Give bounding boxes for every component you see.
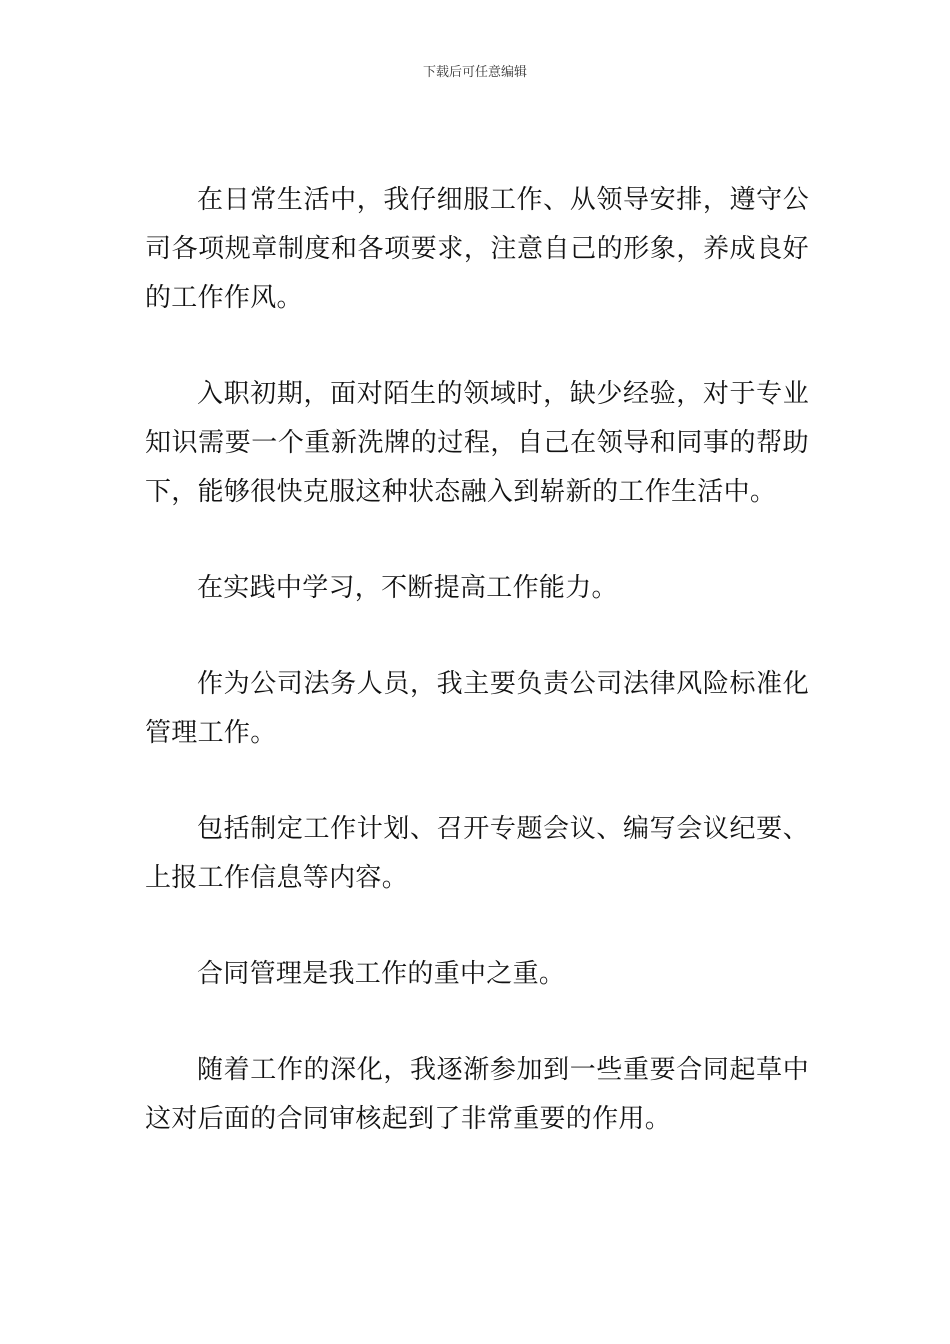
paragraph-4: 作为公司法务人员，我主要负责公司法律风险标准化管理工作。 <box>145 669 809 748</box>
paragraph-3: 在实践中学习，不断提高工作能力。 <box>197 573 618 603</box>
document-body <box>145 176 809 1191</box>
paragraph-6: 合同管理是我工作的重中之重。 <box>197 959 566 989</box>
page-header: 下载后可任意编辑 <box>422 65 527 80</box>
paragraph-5: 包括制定工作计划、召开专题会议、编写会议纪要、上报工作信息等内容。 <box>145 814 809 893</box>
paragraph-2: 入职初期，面对陌生的领域时，缺少经验，对于专业知识需要一个重新洗牌的过程，自己在领导和同事的帮助下，能够很快克服这种状态融入到崭新的工作生活中。 <box>145 379 809 507</box>
paragraph-7: 随着工作的深化，我逐渐参加到一些重要合同起草中这对后面的合同审核起到了非常重要的作用。 <box>145 1055 809 1134</box>
paragraph-1: 在日常生活中，我仔细服工作、从领导安排，遵守公司各项规章制度和各项要求，注意自己的形象，养成良好的工作作风。 <box>145 185 809 313</box>
